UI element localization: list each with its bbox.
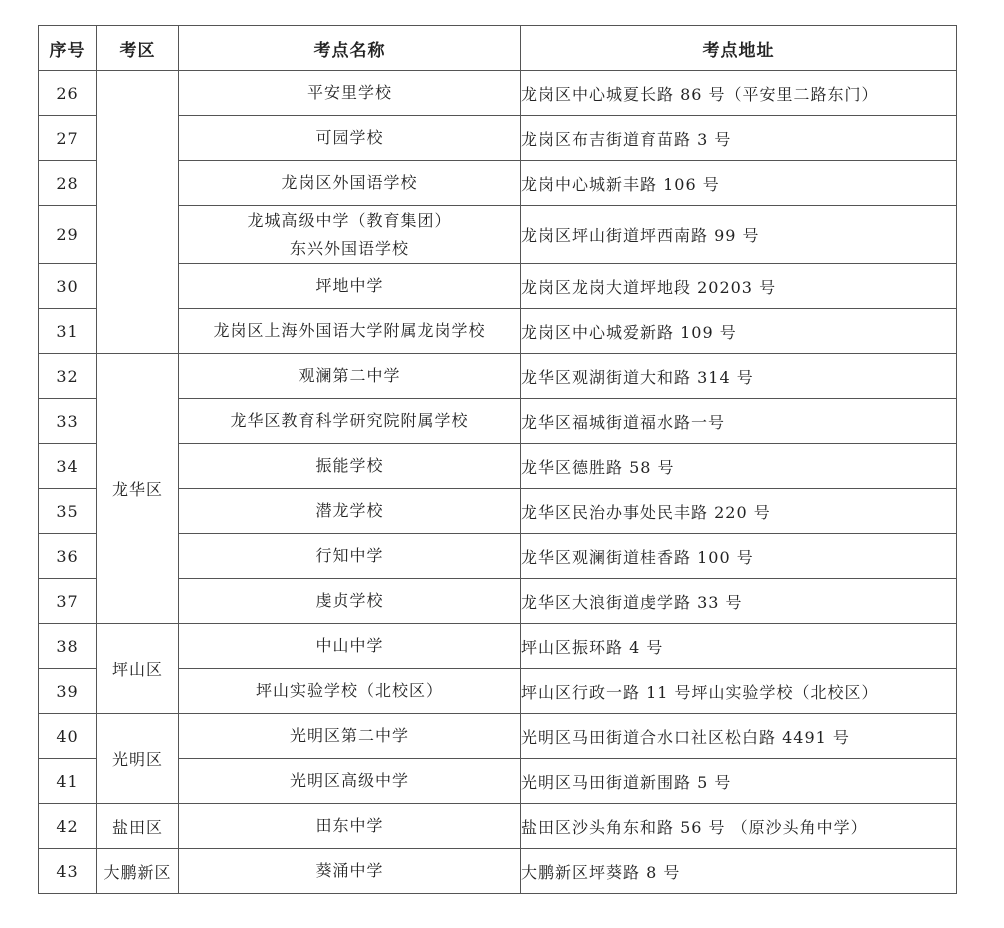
site-address: 龙岗区中心城夏长路 86 号（平安里二路东门） — [521, 71, 957, 116]
site-address: 盐田区沙头角东和路 56 号 （原沙头角中学） — [521, 804, 957, 849]
district-cell-pingshan: 坪山区 — [97, 624, 179, 714]
row-number: 31 — [39, 309, 97, 354]
row-number: 30 — [39, 264, 97, 309]
table-row — [39, 849, 957, 894]
row-number: 27 — [39, 116, 97, 161]
site-name: 平安里学校 — [179, 71, 521, 116]
row-number: 37 — [39, 579, 97, 624]
site-address: 龙华区大浪街道虔学路 33 号 — [521, 579, 957, 624]
site-name: 可园学校 — [179, 116, 521, 161]
district-cell-empty — [97, 71, 179, 354]
site-address: 坪山区行政一路 11 号坪山实验学校（北校区） — [521, 669, 957, 714]
row-number: 32 — [39, 354, 97, 399]
site-name: 虔贞学校 — [179, 579, 521, 624]
site-name — [179, 206, 521, 264]
site-address: 龙华区福城街道福水路一号 — [521, 399, 957, 444]
site-address: 龙岗区坪山街道坪西南路 99 号 — [521, 206, 957, 264]
row-number: 41 — [39, 759, 97, 804]
district-cell-longhua: 龙华区 — [97, 354, 179, 624]
row-number: 28 — [39, 161, 97, 206]
header-site-address: 考点地址 — [521, 26, 957, 71]
site-name: 振能学校 — [179, 444, 521, 489]
table-row — [39, 624, 957, 669]
site-address: 光明区马田街道合水口社区松白路 4491 号 — [521, 714, 957, 759]
site-address: 龙华区观湖街道大和路 314 号 — [521, 354, 957, 399]
site-name: 中山中学 — [179, 624, 521, 669]
row-number: 42 — [39, 804, 97, 849]
site-address: 龙岗区布吉街道育苗路 3 号 — [521, 116, 957, 161]
table-row — [39, 804, 957, 849]
district-cell-guangming: 光明区 — [97, 714, 179, 804]
row-number: 36 — [39, 534, 97, 579]
row-number: 29 — [39, 206, 97, 264]
site-name: 潜龙学校 — [179, 489, 521, 534]
site-address: 龙华区观澜街道桂香路 100 号 — [521, 534, 957, 579]
table-row — [39, 714, 957, 759]
site-name: 光明区第二中学 — [179, 714, 521, 759]
header-district: 考区 — [97, 26, 179, 71]
site-name-line-2: 东兴外国语学校 — [289, 238, 409, 258]
row-number: 43 — [39, 849, 97, 894]
site-name: 龙华区教育科学研究院附属学校 — [179, 399, 521, 444]
row-number: 26 — [39, 71, 97, 116]
site-address: 龙岗区中心城爱新路 109 号 — [521, 309, 957, 354]
table-header-row — [39, 26, 957, 71]
site-address: 光明区马田街道新围路 5 号 — [521, 759, 957, 804]
row-number: 34 — [39, 444, 97, 489]
site-address: 大鹏新区坪葵路 8 号 — [521, 849, 957, 894]
district-cell-yantian: 盐田区 — [97, 804, 179, 849]
site-name: 观澜第二中学 — [179, 354, 521, 399]
site-address: 龙华区德胜路 58 号 — [521, 444, 957, 489]
site-name: 田东中学 — [179, 804, 521, 849]
site-name: 坪地中学 — [179, 264, 521, 309]
row-number: 35 — [39, 489, 97, 534]
site-address: 龙岗中心城新丰路 106 号 — [521, 161, 957, 206]
row-number: 39 — [39, 669, 97, 714]
district-cell-dapeng: 大鹏新区 — [97, 849, 179, 894]
exam-sites-table — [38, 25, 957, 894]
table-row — [39, 71, 957, 116]
header-site-name: 考点名称 — [179, 26, 521, 71]
row-number: 38 — [39, 624, 97, 669]
row-number: 40 — [39, 714, 97, 759]
header-index: 序号 — [39, 26, 97, 71]
site-name-line-1: 龙城高级中学（教育集团） — [247, 210, 452, 230]
site-address: 龙岗区龙岗大道坪地段 20203 号 — [521, 264, 957, 309]
table-row — [39, 354, 957, 399]
site-name: 葵涌中学 — [179, 849, 521, 894]
site-address: 坪山区振环路 4 号 — [521, 624, 957, 669]
row-number: 33 — [39, 399, 97, 444]
site-name: 行知中学 — [179, 534, 521, 579]
site-name: 坪山实验学校（北校区） — [179, 669, 521, 714]
site-name: 光明区高级中学 — [179, 759, 521, 804]
site-name: 龙岗区外国语学校 — [179, 161, 521, 206]
site-address: 龙华区民治办事处民丰路 220 号 — [521, 489, 957, 534]
site-name: 龙岗区上海外国语大学附属龙岗学校 — [179, 309, 521, 354]
